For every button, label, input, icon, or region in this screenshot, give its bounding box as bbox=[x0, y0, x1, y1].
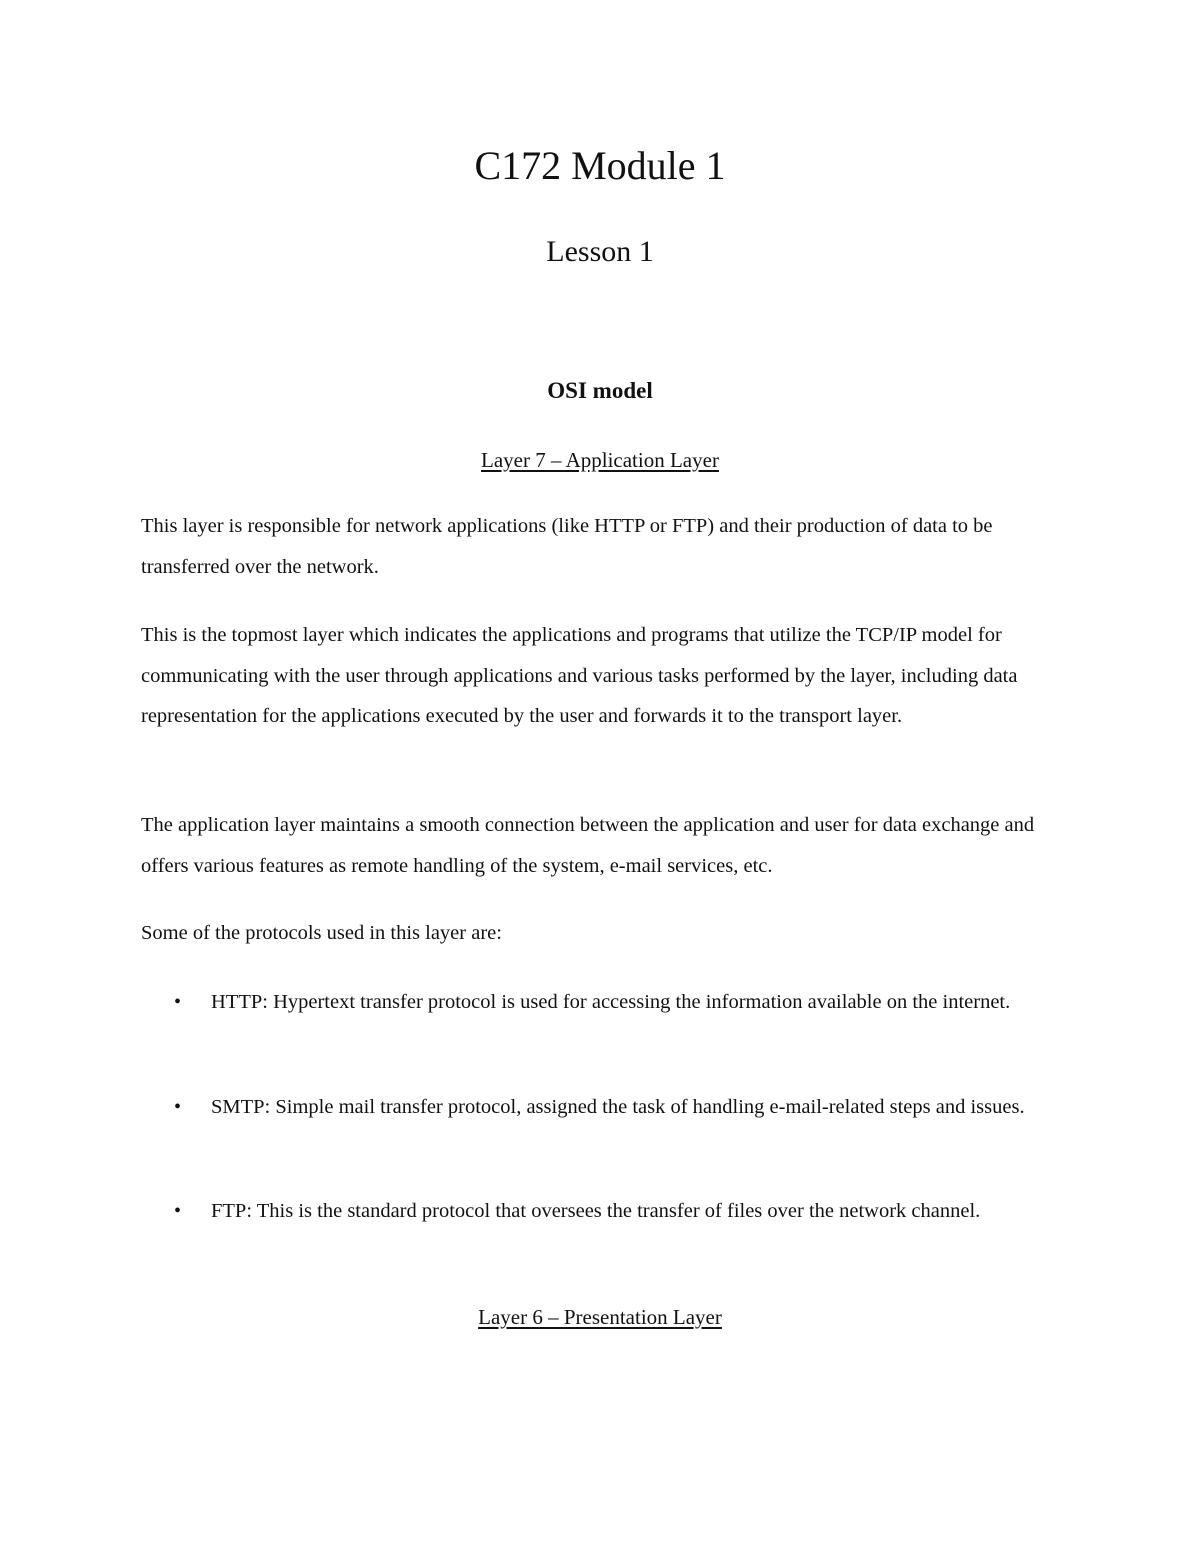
paragraph-4: Some of the protocols used in this layer are: bbox=[141, 922, 502, 944]
list-item: HTTP: Hypertext transfer protocol is used for accessing the information available on the internet. bbox=[211, 991, 1011, 1013]
bullet-marker: • bbox=[174, 991, 182, 1013]
layer-6-heading: Layer 6 – Presentation Layer bbox=[478, 1305, 722, 1329]
section-heading: OSI model bbox=[547, 378, 653, 403]
list-item: FTP: This is the standard protocol that oversees the transfer of files over the network channel. bbox=[211, 1200, 981, 1222]
paragraph-2: This is the topmost layer which indicates the applications and programs that utilize the TCP/IP model for communicating with the user through applications and various tasks performed by the layer, including data representation for the applications executed by the user and forwards it to the transport layer. bbox=[141, 624, 1018, 727]
paragraph-1: This layer is responsible for network applications (like HTTP or FTP) and their production of data to be transferred over the network. bbox=[141, 515, 993, 578]
bullet-marker: • bbox=[174, 1096, 182, 1118]
layer-7-heading: Layer 7 – Application Layer bbox=[481, 448, 719, 472]
document-title: C172 Module 1 bbox=[474, 143, 726, 188]
bullet-marker: • bbox=[174, 1200, 182, 1222]
paragraph-3: The application layer maintains a smooth connection between the application and user for data exchange and offers various features as remote handling of the system, e-mail services, etc. bbox=[141, 814, 1035, 877]
list-item: SMTP: Simple mail transfer protocol, assigned the task of handling e-mail-related steps and issues. bbox=[211, 1096, 1025, 1118]
lesson-subtitle: Lesson 1 bbox=[546, 235, 654, 268]
